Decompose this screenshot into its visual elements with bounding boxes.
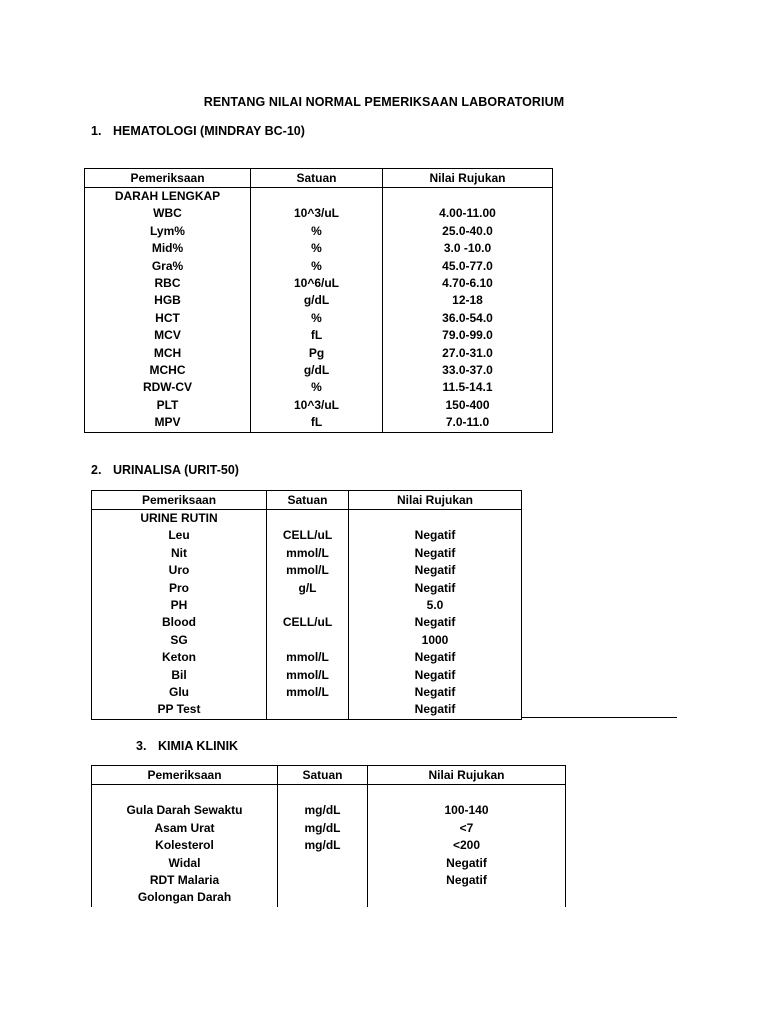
table-cell: % [251, 258, 383, 275]
table-row [92, 580, 522, 597]
section-title: URINALISA (URIT-50) [113, 463, 239, 477]
table-row [85, 379, 553, 396]
table-cell: 27.0-31.0 [383, 345, 553, 362]
table-cell: Golongan Darah [92, 889, 278, 906]
table-cell: g/dL [251, 292, 383, 309]
section-number: 2. [91, 463, 102, 477]
table-cell: % [251, 310, 383, 327]
table-cell: Widal [92, 855, 278, 872]
table-cell: MCV [85, 327, 251, 344]
table-cell: 5.0 [349, 597, 522, 614]
table-cell: 150-400 [383, 397, 553, 414]
column-header: Nilai Rujukan [349, 491, 522, 510]
table-header-row [92, 766, 566, 785]
table-cell: mmol/L [267, 562, 349, 579]
table-cell: g/dL [251, 362, 383, 379]
table-row [92, 527, 522, 544]
table-header-row [92, 491, 522, 510]
table-cell: Negatif [349, 667, 522, 684]
table-cell: CELL/uL [267, 527, 349, 544]
table-cell: 1000 [349, 632, 522, 649]
table-row [92, 837, 566, 854]
table-row [92, 802, 566, 819]
section-title: KIMIA KLINIK [158, 739, 239, 753]
table-cell: PLT [85, 397, 251, 414]
table-cell: Uro [92, 562, 267, 579]
table-row [85, 310, 553, 327]
table-cell: 3.0 -10.0 [383, 240, 553, 257]
table-cell: % [251, 240, 383, 257]
table-cell: Keton [92, 649, 267, 666]
table-cell: Negatif [368, 872, 566, 889]
table-cell: 33.0-37.0 [383, 362, 553, 379]
section-title: HEMATOLOGI (MINDRAY BC-10) [113, 124, 305, 138]
table-cell: MCH [85, 345, 251, 362]
table-row [92, 614, 522, 631]
table-cell: Gula Darah Sewaktu [92, 802, 278, 819]
column-header: Pemeriksaan [92, 491, 267, 510]
table-cell: Asam Urat [92, 820, 278, 837]
table-row [85, 397, 553, 414]
urinalisa-table [91, 490, 522, 720]
table-cell: fL [251, 327, 383, 344]
table-cell: 10^6/uL [251, 275, 383, 292]
table-cell: Pg [251, 345, 383, 362]
table-cell: PH [92, 597, 267, 614]
table-cell: 79.0-99.0 [383, 327, 553, 344]
column-header: Satuan [267, 491, 349, 510]
table-cell [278, 889, 368, 906]
table-cell: CELL/uL [267, 614, 349, 631]
table-cell: Negatif [368, 855, 566, 872]
table-header-row [85, 169, 553, 188]
table-cell: <7 [368, 820, 566, 837]
table-cell [278, 785, 368, 803]
table-cell: Bil [92, 667, 267, 684]
table-cell: 10^3/uL [251, 205, 383, 222]
table-cell [267, 597, 349, 614]
table-row [92, 684, 522, 701]
table-cell [368, 889, 566, 906]
table-cell [92, 785, 278, 803]
column-header: Pemeriksaan [92, 766, 278, 785]
table-cell: % [251, 379, 383, 396]
table-row [92, 820, 566, 837]
table-row [85, 223, 553, 240]
table-cell [267, 632, 349, 649]
table-cell: 11.5-14.1 [383, 379, 553, 396]
table-row [85, 240, 553, 257]
section-heading-urinalisa [91, 463, 239, 477]
table-cell: mmol/L [267, 667, 349, 684]
table-row [85, 258, 553, 275]
table-cell: 25.0-40.0 [383, 223, 553, 240]
table-row [85, 362, 553, 379]
table-cell: RBC [85, 275, 251, 292]
table-row [92, 545, 522, 562]
table-cell: Kolesterol [92, 837, 278, 854]
table-cell: Negatif [349, 684, 522, 701]
table-cell: mmol/L [267, 684, 349, 701]
table-cell [383, 188, 553, 206]
table-cell: Lym% [85, 223, 251, 240]
table-cell: DARAH LENGKAP [85, 188, 251, 206]
table-cell: RDT Malaria [92, 872, 278, 889]
table-cell: fL [251, 414, 383, 432]
table-cell: Negatif [349, 614, 522, 631]
column-header: Nilai Rujukan [368, 766, 566, 785]
table-cell: URINE RUTIN [92, 510, 267, 528]
section-number: 3. [136, 739, 147, 753]
table-cell: HCT [85, 310, 251, 327]
table-cell: MCHC [85, 362, 251, 379]
table-row [85, 292, 553, 309]
table-row [92, 649, 522, 666]
table-cell [349, 510, 522, 528]
table-cell: Negatif [349, 545, 522, 562]
table-cell: 4.00-11.00 [383, 205, 553, 222]
table-cell: SG [92, 632, 267, 649]
table-cell: Pro [92, 580, 267, 597]
table-cell: g/L [267, 580, 349, 597]
table-cell [267, 701, 349, 719]
table-cell: mg/dL [278, 837, 368, 854]
table-row [85, 414, 553, 432]
table-row [92, 510, 522, 528]
table-cell [368, 785, 566, 803]
table-row [92, 855, 566, 872]
table-cell: Leu [92, 527, 267, 544]
table-row [85, 188, 553, 206]
table-cell: % [251, 223, 383, 240]
table-row [85, 205, 553, 222]
table-row [92, 597, 522, 614]
kimia-klinik-table [91, 765, 566, 907]
table-row [85, 327, 553, 344]
table-cell: 36.0-54.0 [383, 310, 553, 327]
table-cell: 4.70-6.10 [383, 275, 553, 292]
table-cell: mg/dL [278, 802, 368, 819]
table-cell: Negatif [349, 527, 522, 544]
table-cell: 100-140 [368, 802, 566, 819]
column-header: Satuan [278, 766, 368, 785]
table-cell: Gra% [85, 258, 251, 275]
column-header: Nilai Rujukan [383, 169, 553, 188]
table-cell [267, 510, 349, 528]
table-row [92, 701, 522, 719]
table-cell: mmol/L [267, 545, 349, 562]
table-row [92, 889, 566, 906]
table-cell: mmol/L [267, 649, 349, 666]
table-cell: HGB [85, 292, 251, 309]
table-row [85, 345, 553, 362]
table-cell: Negatif [349, 649, 522, 666]
table-cell: Mid% [85, 240, 251, 257]
table-cell: 12-18 [383, 292, 553, 309]
section-number: 1. [91, 124, 102, 138]
table-cell: MPV [85, 414, 251, 432]
table-cell: PP Test [92, 701, 267, 719]
table-cell: <200 [368, 837, 566, 854]
table-cell: Negatif [349, 580, 522, 597]
table-row [85, 275, 553, 292]
table-row [92, 785, 566, 803]
table-row [92, 632, 522, 649]
table-cell: Blood [92, 614, 267, 631]
table-cell: 7.0-11.0 [383, 414, 553, 432]
table-cell: mg/dL [278, 820, 368, 837]
document-title: RENTANG NILAI NORMAL PEMERIKSAAN LABORATORIUM [203, 95, 565, 109]
table-rule [521, 717, 677, 718]
section-heading-kimia-klinik [136, 739, 238, 753]
hematologi-table [84, 168, 553, 433]
table-cell [278, 872, 368, 889]
table-cell [251, 188, 383, 206]
column-header: Pemeriksaan [85, 169, 251, 188]
table-cell: Negatif [349, 562, 522, 579]
table-cell: Nit [92, 545, 267, 562]
table-cell: WBC [85, 205, 251, 222]
table-cell [278, 855, 368, 872]
table-cell: Negatif [349, 701, 522, 719]
table-cell: 10^3/uL [251, 397, 383, 414]
table-row [92, 562, 522, 579]
table-cell: Glu [92, 684, 267, 701]
section-heading-hematologi [91, 124, 305, 138]
table-cell: RDW-CV [85, 379, 251, 396]
table-row [92, 872, 566, 889]
table-row [92, 667, 522, 684]
column-header: Satuan [251, 169, 383, 188]
table-cell: 45.0-77.0 [383, 258, 553, 275]
